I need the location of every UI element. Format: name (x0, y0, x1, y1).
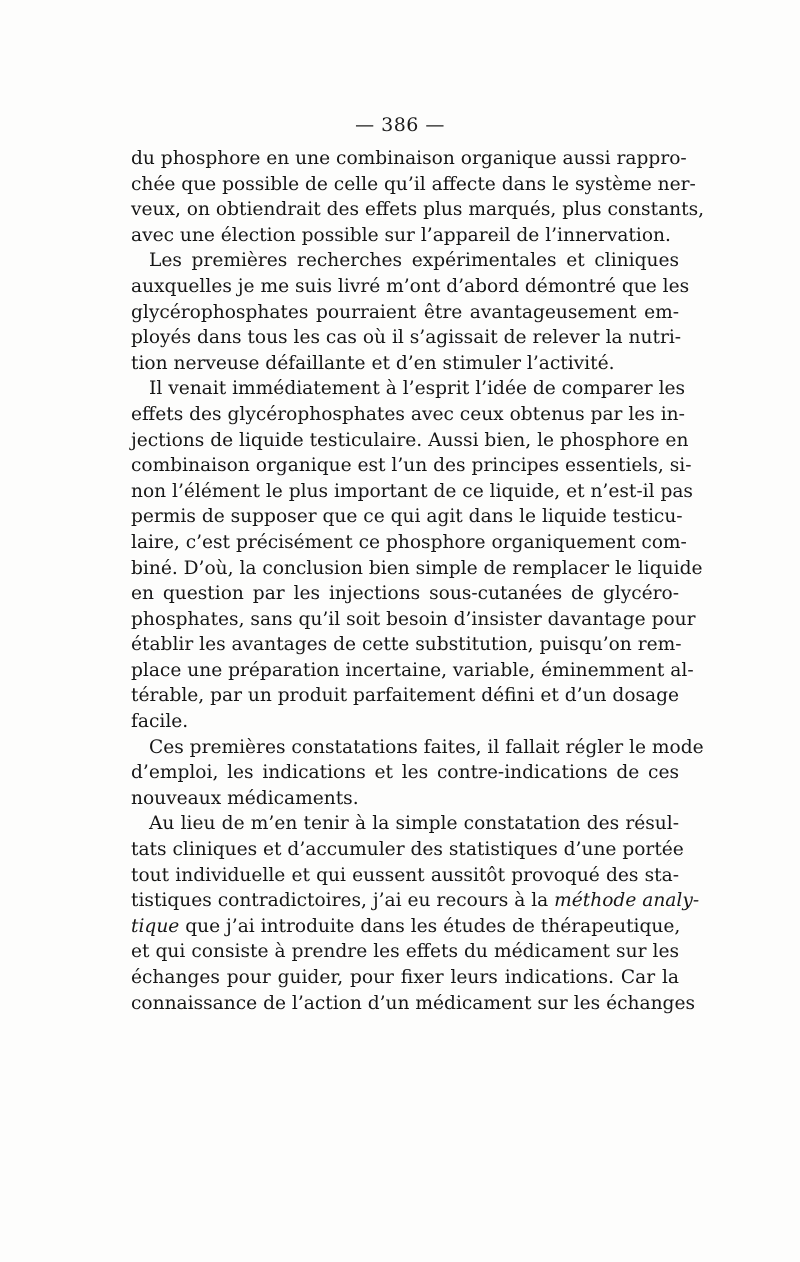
text-line (131, 735, 704, 761)
line-text: Au lieu de m’en tenir à la simple constatation des résul- (149, 813, 679, 835)
line-text: échanges pour guider, pour fixer leurs indications. Car la (131, 967, 679, 988)
text-line (131, 863, 679, 889)
text-line (131, 837, 684, 863)
text-line (131, 274, 690, 300)
text-line (131, 300, 679, 326)
line-text: Il venait immédiatement à l’esprit l’idée de comparer les (149, 378, 686, 400)
text-line (131, 965, 679, 991)
line-text: permis de supposer que ce qui agit dans le liquide testicu- (131, 506, 683, 528)
text-line (131, 632, 682, 658)
text-line (131, 939, 679, 965)
line-text: térable, par un produit parfaitement défini et d’un dosage (131, 685, 680, 707)
text-line (131, 709, 679, 735)
text-line (131, 658, 694, 684)
text-line (131, 760, 679, 786)
line-text: laire, c’est précisément ce phosphore organiquement com- (131, 531, 687, 553)
text-line (131, 248, 679, 274)
line-text: tion nerveuse défaillante et d’en stimuler l’activité. (131, 352, 615, 374)
text-line (131, 172, 696, 198)
line-text: avec une élection possible sur l’appareil de l’innervation. (131, 224, 671, 246)
line-text: biné. D’où, la conclusion bien simple de remplacer le liquide (131, 557, 703, 579)
line-text: tats cliniques et d’accumuler des statistiques d’une portée (131, 839, 684, 861)
text-line (131, 479, 693, 505)
line-text: non l’élément le plus important de ce liquide, et n’est-il pas (131, 480, 693, 502)
line-text: auxquelles je me suis livré m’ont d’abord démontré que les (131, 275, 690, 297)
text-line (131, 146, 687, 172)
line-text: d’emploi, les indications et les contre-indications de ces (131, 762, 679, 784)
line-text: établir les avantages de cette substitution, puisqu’on rem- (131, 634, 682, 656)
line-text: phosphates, sans qu’il soit besoin d’insister davantage pour (131, 608, 696, 630)
line-text: jections de liquide testiculaire. Aussi bien, le phosphore en (131, 429, 689, 451)
text-line (131, 504, 683, 530)
line-text: nouveaux médicaments. (131, 787, 359, 809)
text-line (131, 556, 703, 582)
text-line (131, 607, 696, 633)
italic-text: tique (131, 915, 180, 937)
text-line (131, 453, 692, 479)
line-text: chée que possible de celle qu’il affecte dans le système ner- (131, 173, 696, 195)
line-text: combinaison organique est l’un des principes essentiels, si- (131, 455, 692, 477)
body-text (131, 146, 705, 1016)
line-text: Les premières recherches expérimentales et cliniques (149, 250, 679, 272)
text-line (131, 914, 679, 940)
text-line (131, 581, 679, 607)
text-line (131, 402, 685, 428)
line-text: du phosphore en une combinaison organique aussi rappro- (131, 148, 687, 169)
text-line (131, 428, 689, 454)
text-line (131, 376, 686, 402)
text-line (131, 786, 679, 812)
line-text: connaissance de l’action d’un médicament sur les échanges (131, 992, 696, 1014)
line-text: que j’ai introduite dans les études de thérapeutique, (179, 915, 681, 937)
text-line (131, 223, 679, 249)
italic-text: méthode analy- (554, 890, 700, 912)
text-line (131, 530, 687, 556)
line-text: place une préparation incertaine, variable, éminemment al- (131, 659, 694, 681)
text-line (131, 351, 679, 377)
line-text: tout individuelle et qui eussent aussitôt provoqué des sta- (131, 864, 679, 886)
line-text: veux, on obtiendrait des effets plus marqués, plus constants, (131, 199, 705, 221)
line-text: en question par les injections sous-cutanées de glycéro- (131, 583, 679, 605)
line-text: tistiques contradictoires, j’ai eu recours à la (131, 890, 555, 912)
text-line (131, 197, 705, 223)
line-text: Ces premières constatations faites, il fallait régler le mode (149, 736, 704, 758)
page-number: — 386 — (355, 114, 445, 136)
text-line (131, 683, 679, 709)
text-line (131, 325, 682, 351)
text-line (131, 888, 700, 914)
line-text: effets des glycérophosphates avec ceux obtenus par les in- (131, 403, 685, 425)
line-text: glycérophosphates pourraient être avantageusement em- (131, 301, 679, 323)
text-line (131, 811, 679, 837)
line-text: et qui consiste à prendre les effets du médicament sur les (131, 941, 679, 963)
text-line (131, 991, 696, 1017)
line-text: facile. (131, 711, 189, 733)
line-text: ployés dans tous les cas où il s’agissait de relever la nutri- (131, 327, 682, 349)
